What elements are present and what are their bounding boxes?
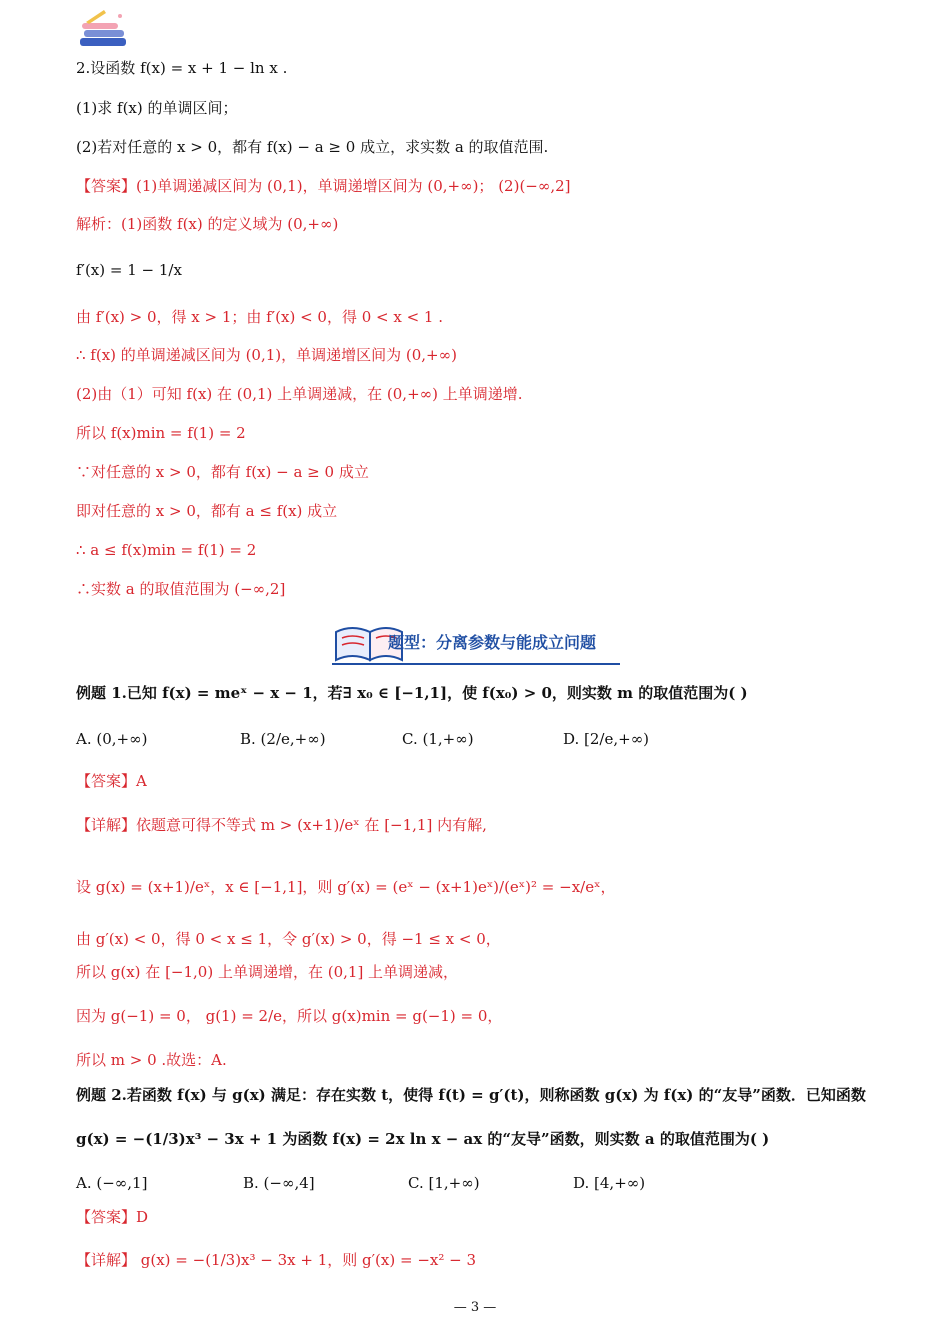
option-c: C. (1,+∞) <box>402 730 474 748</box>
option-a: A. (0,+∞) <box>76 730 148 748</box>
detail-line: 由 g′(x) < 0，得 0 < x ≤ 1，令 g′(x) > 0，得 −1 ≤ x < 0， <box>76 930 501 948</box>
detail-line: 【详解】依题意可得不等式 m > (x+1)/eˣ 在 [−1,1] 内有解, <box>76 816 487 834</box>
answer-line: 【答案】(1)单调递减区间为 (0,1)，单调递增区间为 (0,+∞)； (2)(−∞,2] <box>76 177 571 195</box>
solution-line: 即对任意的 x > 0，都有 a ≤ f(x) 成立 <box>76 502 338 520</box>
option-b: B. (2/e,+∞) <box>240 730 326 748</box>
solution-line: ∵对任意的 x > 0，都有 f(x) − a ≥ 0 成立 <box>76 463 369 481</box>
book-stack-logo <box>76 8 134 52</box>
problem-part-2: (2)若对任意的 x > 0，都有 f(x) − a ≥ 0 成立，求实数 a 的取值范围. <box>76 138 549 156</box>
option-d: D. [2/e,+∞) <box>563 730 650 748</box>
answer-line: 【答案】D <box>76 1208 149 1226</box>
detail-line: 【详解】 g(x) = −(1/3)x³ − 3x + 1，则 g′(x) = −x² − 3 <box>76 1251 477 1269</box>
solution-line: ∴ f(x) 的单调递减区间为 (0,1)，单调递增区间为 (0,+∞) <box>76 346 457 364</box>
option-b: B. (−∞,4] <box>243 1174 315 1192</box>
example-1-stem: 例题 1.已知 f(x) = meˣ − x − 1，若∃ x₀ ∈ [−1,1]，使 f(x₀) > 0，则实数 m 的取值范围为( ) <box>76 684 748 702</box>
problem-stem: 2.设函数 f(x) = x + 1 − ln x . <box>76 59 288 77</box>
solution-formula: f′(x) = 1 − 1/x <box>76 261 182 279</box>
detail-line: 因为 g(−1) = 0， g(1) = 2/e，所以 g(x)min = g(−1) = 0， <box>76 1007 503 1025</box>
solution-line: (2)由（1）可知 f(x) 在 (0,1) 上单调递减，在 (0,+∞) 上单调递增. <box>76 385 523 403</box>
solution-line: 解析：(1)函数 f(x) 的定义域为 (0,+∞) <box>76 215 339 233</box>
solution-line: 所以 f(x)min = f(1) = 2 <box>76 424 246 442</box>
detail-line: 所以 m > 0 .故选：A. <box>76 1051 227 1069</box>
example-2-stem-line2: g(x) = −(1/3)x³ − 3x + 1 为函数 f(x) = 2x ln x − ax 的“友导”函数，则实数 a 的取值范围为( ) <box>76 1130 770 1148</box>
section-title: 题型：分离参数与能成立问题 <box>388 633 597 652</box>
detail-line: 所以 g(x) 在 [−1,0) 上单调递增，在 (0,1] 上单调递减， <box>76 963 459 981</box>
detail-line: 设 g(x) = (x+1)/eˣ，x ∈ [−1,1]，则 g′(x) = (eˣ − (x+1)eˣ)/(eˣ)² = −x/eˣ， <box>76 878 616 896</box>
answer-line: 【答案】A <box>76 772 147 790</box>
option-d: D. [4,+∞) <box>573 1174 646 1192</box>
option-c: C. [1,+∞) <box>408 1174 480 1192</box>
solution-line: 由 f′(x) > 0，得 x > 1；由 f′(x) < 0，得 0 < x < 1 . <box>76 308 444 326</box>
section-underline <box>332 663 620 665</box>
solution-line: ∴ a ≤ f(x)min = f(1) = 2 <box>76 541 257 559</box>
option-a: A. (−∞,1] <box>76 1174 148 1192</box>
solution-line: ∴实数 a 的取值范围为 (−∞,2] <box>76 580 286 598</box>
problem-part-1: (1)求 f(x) 的单调区间； <box>76 99 238 117</box>
page-number: — 3 — <box>453 1300 497 1315</box>
example-2-stem-line1: 例题 2.若函数 f(x) 与 g(x) 满足：存在实数 t，使得 f(t) = g′(t)，则称函数 g(x) 为 f(x) 的“友导”函数．已知函数 <box>76 1086 866 1104</box>
